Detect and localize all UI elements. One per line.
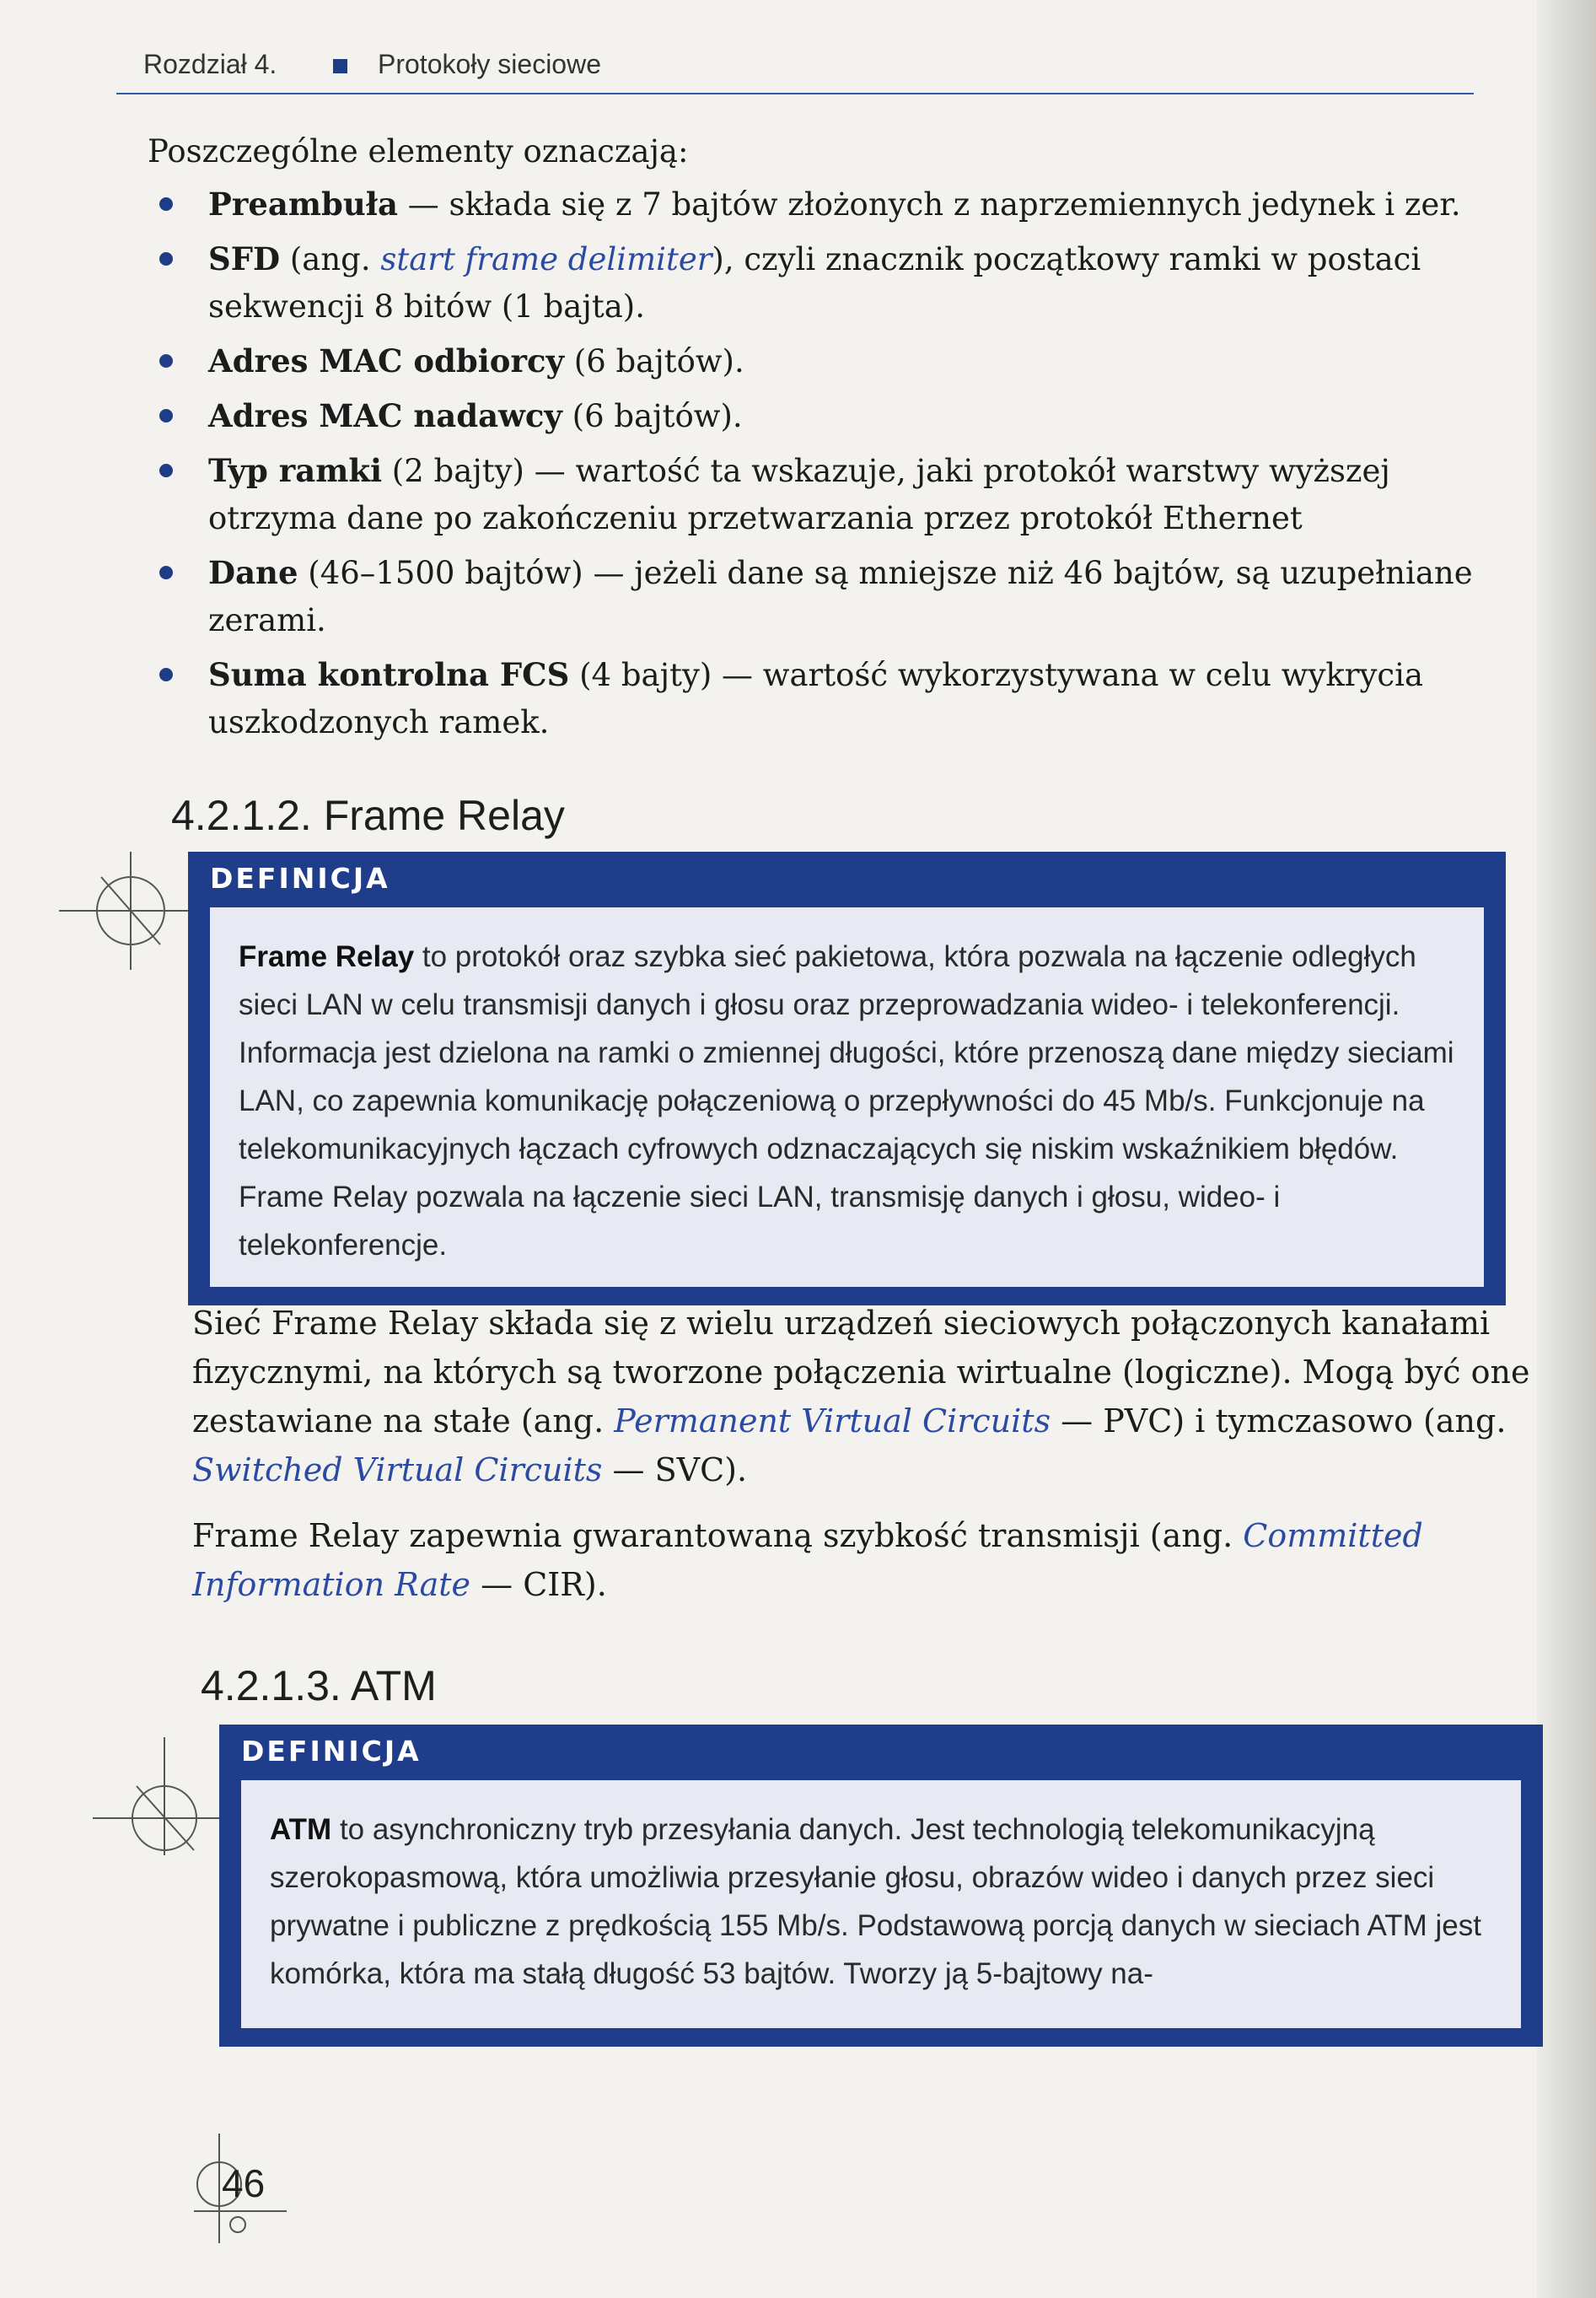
definition-box-atm	[219, 1725, 1543, 2047]
list-item-term: Adres MAC nadawcy	[208, 397, 562, 434]
paragraph-frame-relay-network	[192, 1299, 1533, 1494]
section-heading-frame-relay: 4.2.1.2. Frame Relay	[171, 792, 565, 839]
definition-label: DEFINICJA	[210, 862, 390, 895]
paragraph-text: — CIR).	[470, 1566, 607, 1603]
list-item	[148, 651, 1497, 746]
list-item-term: Dane	[208, 554, 298, 591]
list-item	[148, 337, 1497, 385]
definition-term: Frame Relay	[239, 940, 415, 973]
term-link[interactable]: Committed Information Rate	[192, 1517, 1423, 1603]
running-header	[116, 42, 1474, 101]
definition-body	[210, 907, 1484, 1287]
list-item-term: SFD	[208, 240, 281, 277]
bullet-icon	[159, 668, 173, 681]
bullet-icon	[159, 409, 173, 422]
chapter-label: Rozdział 4.	[143, 49, 277, 79]
crosshair-mark-icon	[59, 852, 202, 970]
term-link[interactable]: Permanent Virtual Circuits	[614, 1402, 1051, 1440]
list-item	[148, 392, 1497, 440]
bullet-icon	[159, 252, 173, 266]
paragraph-cir	[192, 1511, 1533, 1609]
list-item	[148, 447, 1497, 542]
header-rule	[116, 93, 1474, 94]
list-item	[148, 180, 1497, 229]
list-item-text: ), czyli znacznik początkowy ramki w postaci sekwencji 8 bitów (1 bajta).	[208, 241, 1421, 325]
list-item-term: Adres MAC odbiorcy	[208, 342, 564, 379]
definition-text	[270, 1806, 1492, 1998]
list-item-text: — składa się z 7 bajtów złożonych z naprzemiennych jedynek i zer.	[397, 186, 1461, 223]
list-item-text: (6 bajtów).	[562, 398, 743, 434]
paragraph-text: — PVC) i tymczasowo (ang.	[1051, 1402, 1507, 1440]
page-edge-shadow	[1537, 0, 1596, 2298]
bullet-icon	[159, 566, 173, 579]
definition-description: to protokół oraz szybka sieć pakietowa, która pozwala na łączenie odległych sieci LAN w celu transmisji danych i głosu oraz przeprowadzania wideo- i telekonferencji. Informacja jest dzielona na ramki o zmiennej długości, które przenoszą dane między sieciami LAN, co zapewnia komunikację połączeniową o przepływności do 45 Mb/s. Funkcjonuje na telekomunikacyjnych łączach cyfrowych odznaczających się niskim wskaźnikiem błędów. Frame Relay pozwala na łączenie sieci LAN, transmisję danych i głosu, wideo- i telekonferencje.	[239, 940, 1454, 1262]
paragraph-text: — SVC).	[602, 1451, 748, 1488]
list-item-term: Typ ramki	[208, 452, 383, 489]
list-item-term: Suma kontrolna FCS	[208, 656, 570, 693]
list-item-term: Preambuła	[208, 186, 398, 223]
definition-body	[241, 1780, 1521, 2028]
list-item-text: (2 bajty) — wartość ta wskazuje, jaki protokół warstwy wyższej otrzyma dane po zakończeniu przetwarzania przez protokół Ethernet	[208, 453, 1390, 536]
definition-text	[239, 933, 1455, 1269]
square-bullet-icon	[333, 59, 347, 73]
page-number: 46	[222, 2161, 266, 2205]
list-item	[148, 549, 1497, 644]
bullet-icon	[159, 197, 173, 211]
section-heading-atm: 4.2.1.3. ATM	[201, 1662, 437, 1709]
list-item-pre: (ang.	[280, 241, 381, 277]
definition-label: DEFINICJA	[241, 1735, 422, 1768]
bullet-icon	[159, 464, 173, 477]
definition-term: ATM	[270, 1813, 332, 1846]
section-label: Protokoły sieciowe	[378, 49, 601, 79]
list-item-text: (46–1500 bajtów) — jeżeli dane są mniejsze niż 46 bajtów, są uzupełniane zerami.	[208, 555, 1473, 638]
bullet-icon	[159, 354, 173, 368]
list-item-text: (6 bajtów).	[564, 343, 744, 379]
frame-elements-list	[148, 180, 1497, 746]
term-link[interactable]: Switched Virtual Circuits	[192, 1451, 603, 1488]
intro-text: Poszczególne elementy oznaczają:	[148, 133, 689, 170]
definition-box-frame-relay	[188, 852, 1506, 1305]
paragraph-text: Sieć Frame Relay składa się z wielu urządzeń sieciowych połączonych kanałami fizycznymi, na których są tworzone połączenia wirtualne (logiczne). Mogą być one zestawiane na stałe (ang.	[192, 1305, 1530, 1440]
term-link[interactable]: start frame delimiter	[380, 241, 712, 277]
paragraph-text: Frame Relay zapewnia gwarantowaną szybkość transmisji (ang.	[192, 1517, 1244, 1554]
list-item-text: (4 bajty) — wartość wykorzystywana w celu wykrycia uszkodzonych ramek.	[208, 657, 1423, 740]
crosshair-mark-icon	[93, 1737, 236, 1855]
definition-description: to asynchroniczny tryb przesyłania danych. Jest technologią telekomunikacyjną szerokopasmową, która umożliwia przesyłanie głosu, obrazów wideo i danych przez sieci prywatne i publiczne z prędkością 155 Mb/s. Podstawową porcją danych w sieciach ATM jest komórka, która ma stałą długość 53 bajtów. Tworzy ją 5-bajtowy na-	[270, 1813, 1481, 1990]
list-item	[148, 235, 1497, 331]
